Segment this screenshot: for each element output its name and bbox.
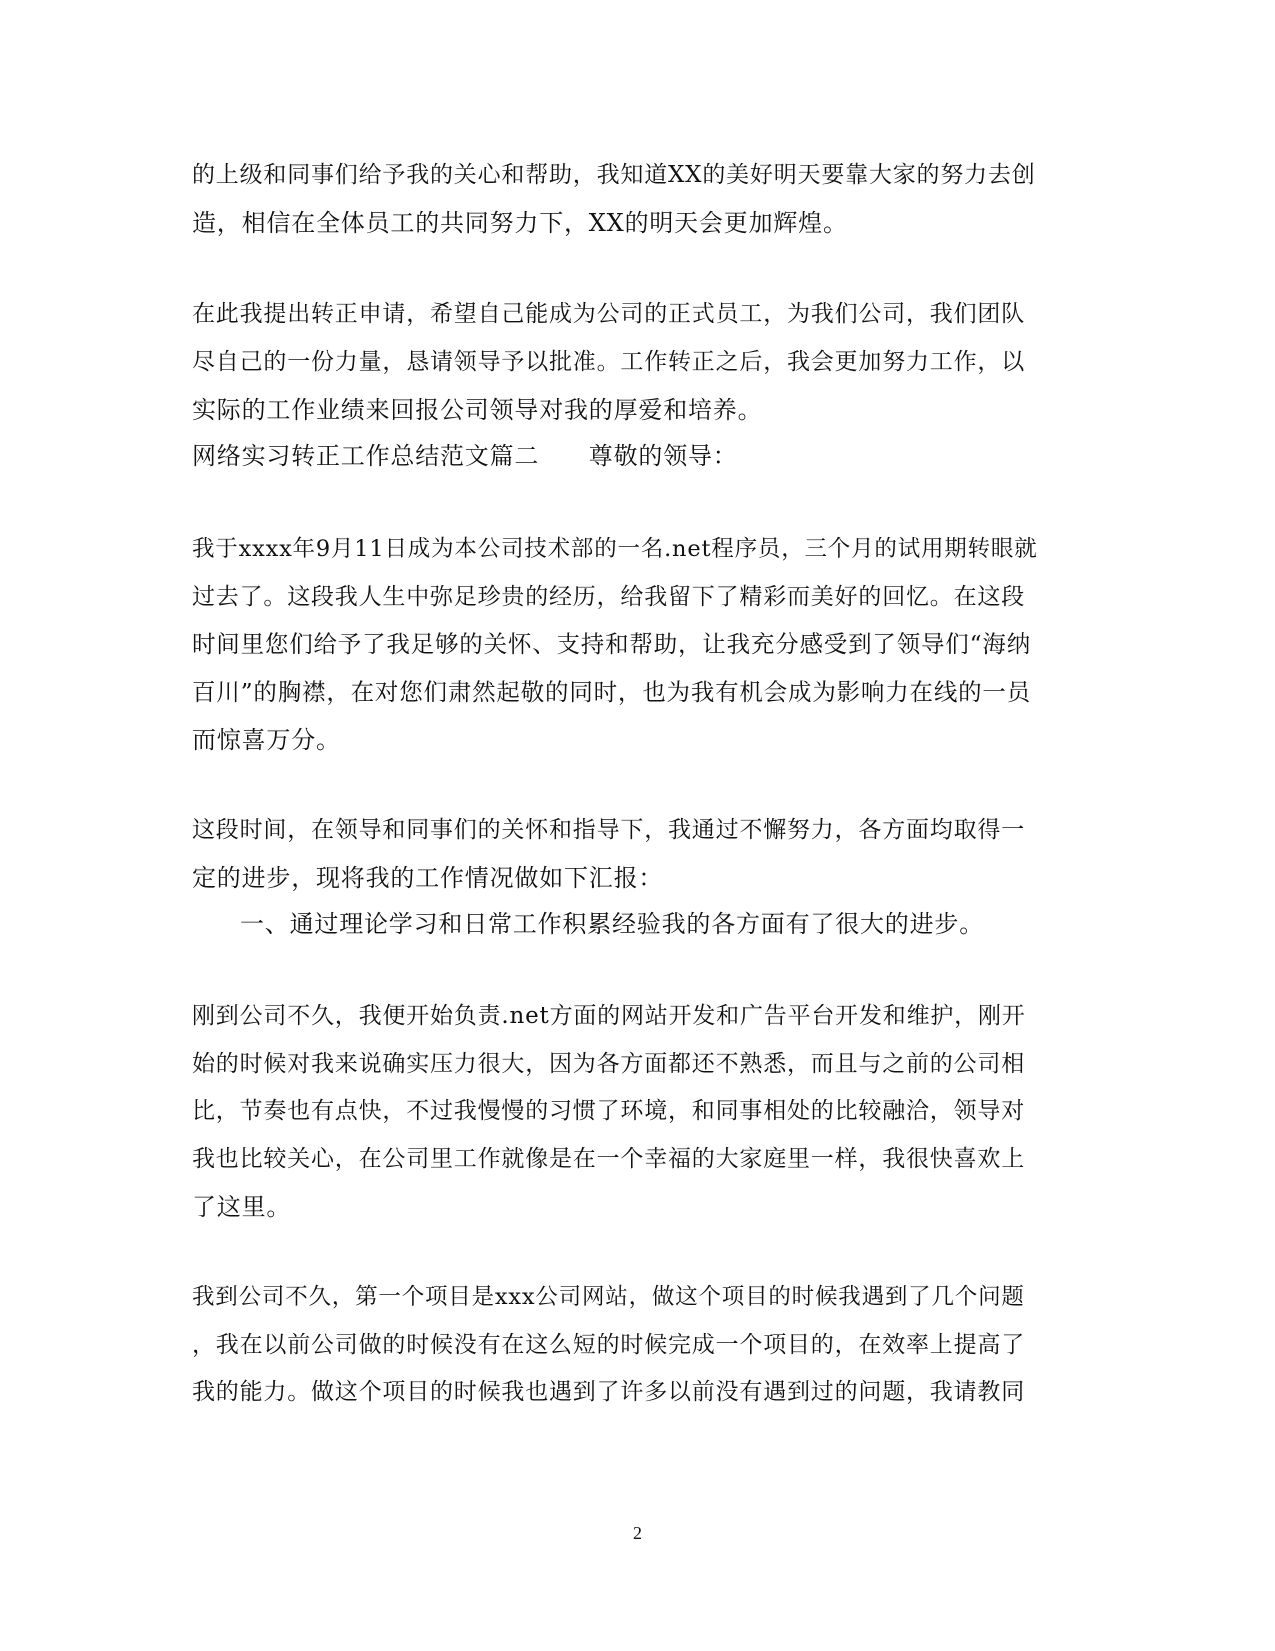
text-line: 我于xxxx年9月11日成为本公司技术部的一名.net程序员，三个月的试用期转眼就 <box>192 536 1038 562</box>
text-line: 我的能力。做这个项目的时候我也遇到了许多以前没有遇到过的问题，我请教同 <box>192 1379 1025 1405</box>
text-line: 我到公司不久，第一个项目是xxx公司网站，做这个项目的时候我遇到了几个问题 <box>192 1284 1025 1310</box>
text-line: 这段时间，在领导和同事们的关怀和指导下，我通过不懈努力，各方面均取得一 <box>192 817 1025 843</box>
text-line: 实际的工作业绩来回报公司领导对我的厚爱和培养。 <box>192 396 763 424</box>
text-line: 定的进步，现将我的工作情况做如下汇报： <box>192 864 664 892</box>
text-line: 而惊喜万分。 <box>192 726 341 754</box>
text-line: 刚到公司不久，我便开始负责.net方面的网站开发和广告平台开发和维护，刚开 <box>192 1003 1026 1029</box>
text-line: 尽自己的一份力量，恳请领导予以批准。工作转正之后，我会更加努力工作，以 <box>192 349 1025 375</box>
text-line: 过去了。这段我人生中弥足珍贵的经历，给我留下了精彩而美好的回忆。在这段 <box>192 584 1025 610</box>
text-line: 在此我提出转正申请，希望自己能成为公司的正式员工，为我们公司，我们团队 <box>192 301 1025 327</box>
section-heading: 网络实习转正工作总结范文篇二 尊敬的领导： <box>192 442 738 470</box>
text-line: 比，节奏也有点快，不过我慢慢的习惯了环境，和同事相处的比较融洽，领导对 <box>192 1098 1025 1124</box>
text-line: 时间里您们给予了我足够的关怀、支持和帮助，让我充分感受到了领导们“海纳 <box>192 630 1032 658</box>
text-line: 百川”的胸襟，在对您们肃然起敬的同时，也为我有机会成为影响力在线的一员 <box>192 678 1032 706</box>
page-number: 2 <box>633 1523 642 1543</box>
text-line: 造，相信在全体员工的共同努力下，XX的明天会更加辉煌。 <box>192 209 848 237</box>
text-line: 了这里。 <box>192 1193 292 1221</box>
list-item: 一、通过理论学习和日常工作积累经验我的各方面有了很大的进步。 <box>240 910 984 938</box>
text-line: 我也比较关心，在公司里工作就像是在一个幸福的大家庭里一样，我很快喜欢上 <box>192 1146 1025 1172</box>
text-line: 的上级和同事们给予我的关心和帮助，我知道XX的美好明天要靠大家的努力去创 <box>192 162 1036 188</box>
text-line: 始的时候对我来说确实压力很大，因为各方面都还不熟悉，而且与之前的公司相 <box>192 1051 1025 1077</box>
text-line: ，我在以前公司做的时候没有在这么短的时候完成一个项目的，在效率上提高了 <box>192 1332 1025 1358</box>
